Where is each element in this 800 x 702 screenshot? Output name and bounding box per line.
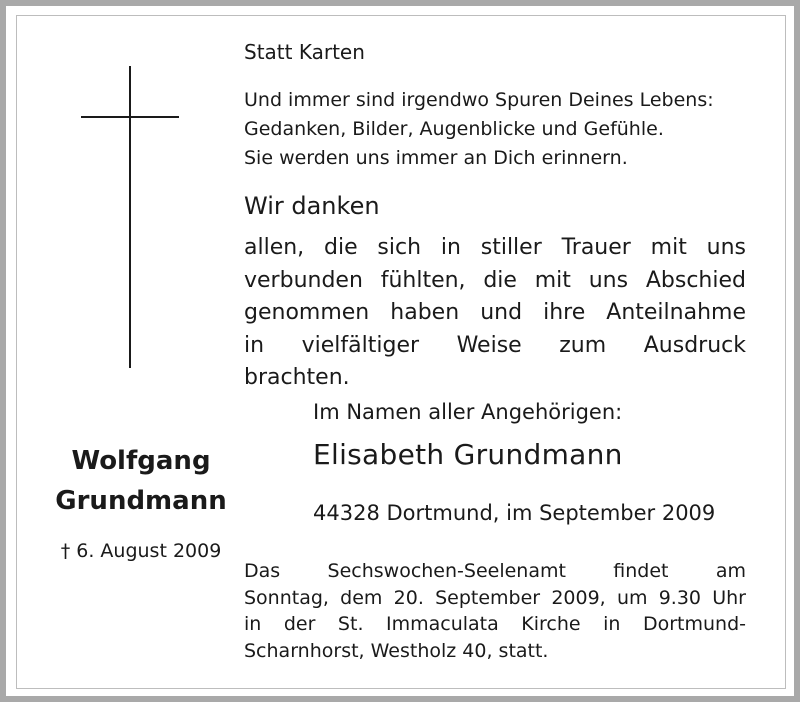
header-text: Statt Karten (244, 40, 365, 64)
thanks-line: genommen haben und ihre Anteilnahme (244, 300, 746, 325)
deceased-first-name: Wolfgang (71, 446, 211, 476)
death-date: † 6. August 2009 (60, 540, 222, 562)
thanks-line: in vielfältiger Weise zum Ausdruck (244, 332, 746, 358)
signer-name: Elisabeth Grundmann (313, 438, 623, 471)
cross-icon-bar (81, 116, 179, 118)
intro-verse (244, 86, 714, 173)
thanks-line: brachten. (244, 365, 350, 390)
thanks-line: allen, die sich in stiller Trauer mit uns (244, 235, 746, 260)
mass-line: Scharnhorst, Westholz 40, statt. (244, 639, 549, 662)
intro-line: Gedanken, Bilder, Augenblicke und Gefühle. (244, 118, 664, 140)
thanks-line: verbunden fühlten, die mit uns Abschied (244, 267, 746, 293)
deceased-last-name: Grundmann (55, 486, 227, 516)
place-date: 44328 Dortmund, im September 2009 (313, 501, 716, 525)
on-behalf-text: Im Namen aller Angehörigen: (313, 400, 623, 424)
cross-icon (129, 66, 131, 368)
mass-line: Sonntag, dem 20. September 2009, um 9.30 Uhr (244, 586, 746, 609)
mass-announcement (244, 558, 746, 664)
mass-line: in der St. Immaculata Kirche in Dortmund- (244, 613, 746, 635)
intro-line: Sie werden uns immer an Dich erinnern. (244, 147, 628, 169)
intro-line: Und immer sind irgendwo Spuren Deines Lebens: (244, 89, 714, 111)
thanks-text (244, 232, 746, 395)
thanks-title: Wir danken (244, 192, 380, 220)
mass-line: Das Sechswochen-Seelenamt findet am (244, 560, 746, 582)
